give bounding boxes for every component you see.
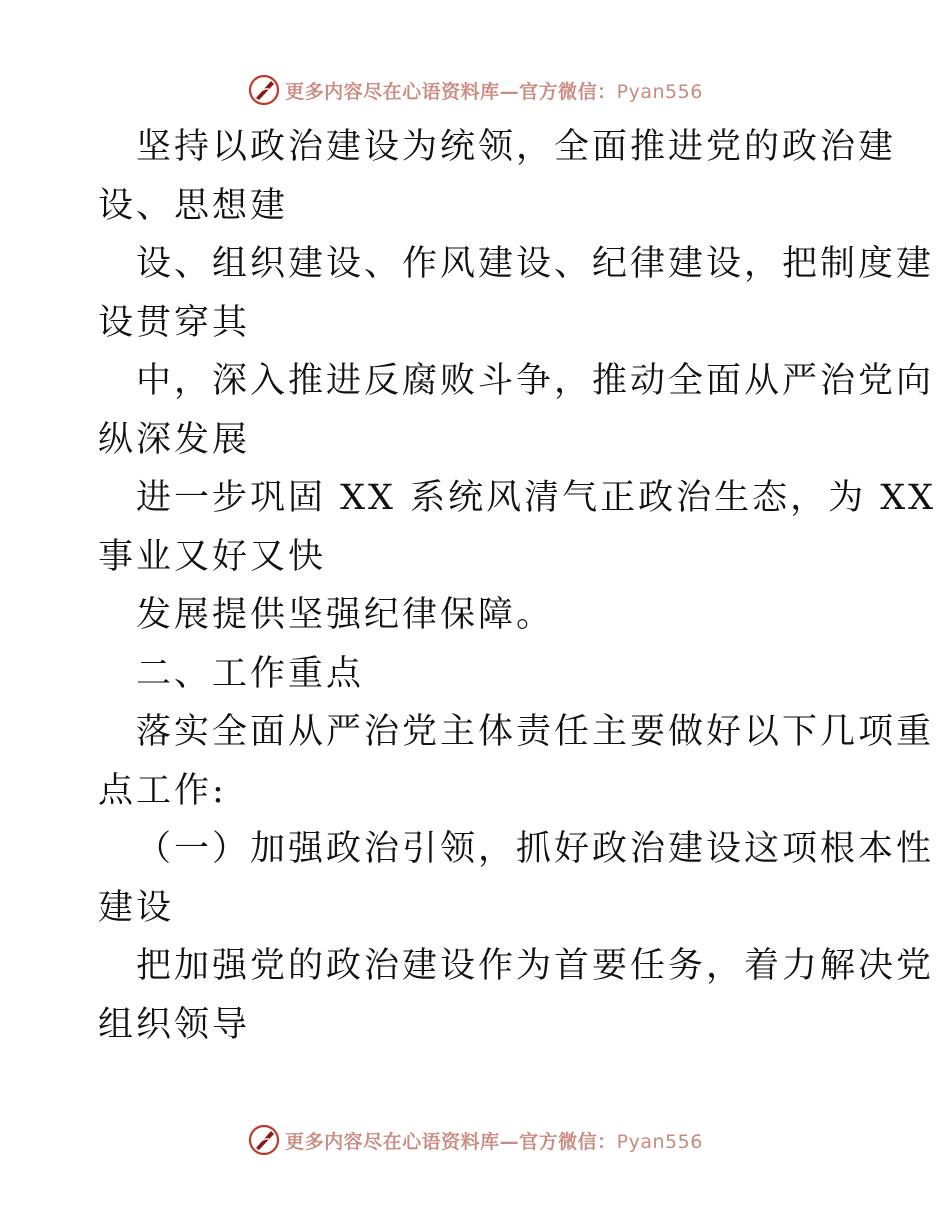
body-line: 事业又好又快 <box>98 536 327 577</box>
watermark-text: 更多内容尽在心语资料库—官方微信：Pyan556 <box>285 1130 703 1153</box>
subsection-heading: （一）加强政治引领，抓好政治建设这项根本性 <box>136 829 935 869</box>
body-line: 发展提供坚强纪律保障。 <box>136 595 555 635</box>
body-line: 把加强党的政治建设作为首要任务，着力解决党 <box>136 946 935 986</box>
body-line: 进一步巩固 XX 系统风清气正政治生态，为 XX <box>136 478 937 518</box>
watermark-handle: Pyan556 <box>616 1130 703 1153</box>
body-line: 组织领导 <box>98 1004 251 1045</box>
watermark-text: 更多内容尽在心语资料库—官方微信：Pyan556 <box>285 80 703 103</box>
footer-watermark <box>0 1122 950 1158</box>
body-line: 坚持以政治建设为统领，全面推进党的政治建 <box>136 127 897 167</box>
body-line: 设贯穿其 <box>98 302 251 343</box>
quill-logo-icon <box>247 1123 281 1157</box>
header-watermark <box>0 72 950 108</box>
body-line: 落实全面从严治党主体责任主要做好以下几项重 <box>136 712 935 752</box>
quill-logo-icon <box>247 73 281 107</box>
watermark-handle: Pyan556 <box>616 80 703 103</box>
section-heading: 二、工作重点 <box>136 653 365 694</box>
body-line: 点工作: <box>98 770 227 811</box>
body-line: 纵深发展 <box>98 419 251 460</box>
body-line: 建设 <box>98 887 175 928</box>
body-line: 设、组织建设、作风建设、纪律建设，把制度建 <box>136 244 935 284</box>
body-line: 中，深入推进反腐败斗争，推动全面从严治党向 <box>136 361 935 401</box>
document-body <box>98 118 937 1054</box>
body-line: 设、思想建 <box>98 185 289 226</box>
